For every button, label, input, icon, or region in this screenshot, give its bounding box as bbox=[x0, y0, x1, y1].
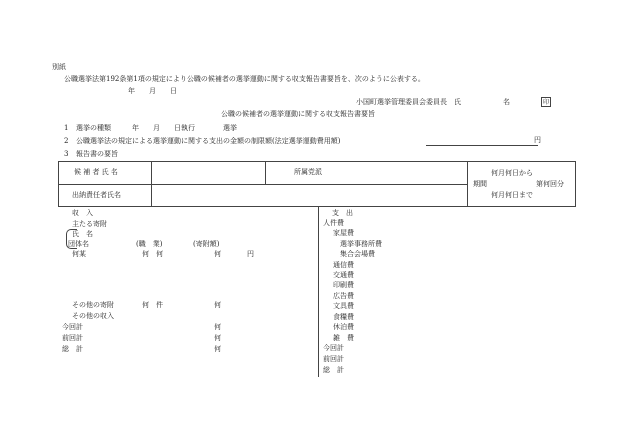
period-to: 何月何日まで bbox=[491, 191, 533, 199]
committee-chair-name: 小国町選挙管理委員会委員長 氏 名 bbox=[356, 98, 510, 106]
other-income-label: その他の収入 bbox=[72, 312, 114, 320]
summary-table-divider bbox=[58, 184, 467, 185]
item-2-number: 2 bbox=[64, 137, 69, 145]
donor-occupation-header: (職 業) bbox=[136, 240, 163, 248]
attachment-label: 別紙 bbox=[52, 63, 66, 71]
income-heading: 収 入 bbox=[72, 209, 93, 217]
expense-campaign-office: 選挙事務所費 bbox=[340, 240, 382, 248]
donation-amount-value: 何 bbox=[214, 250, 221, 258]
period-divider bbox=[467, 161, 468, 207]
expense-lodging: 休泊費 bbox=[333, 323, 354, 331]
income-expense-separator bbox=[318, 207, 319, 377]
period-count: 第何回分 bbox=[536, 180, 564, 188]
income-grand-total-label: 総 計 bbox=[62, 345, 83, 353]
expense-misc: 雑 費 bbox=[333, 334, 354, 342]
main-donations-label: 主たる寄附 bbox=[72, 220, 107, 228]
income-this-total-amount: 何 bbox=[214, 323, 221, 331]
item-2-amount-underline bbox=[426, 145, 538, 146]
donation-amount-header: (寄附額) bbox=[193, 240, 220, 248]
expense-food: 食糧費 bbox=[333, 313, 354, 321]
income-prev-total-amount: 何 bbox=[214, 334, 221, 342]
seal-mark: 印 bbox=[542, 99, 549, 106]
expense-advertising: 広告費 bbox=[333, 292, 354, 300]
expense-heading: 支 出 bbox=[332, 209, 353, 217]
period-label: 期間 bbox=[473, 180, 487, 188]
expense-house: 家屋費 bbox=[333, 229, 354, 237]
expense-stationery: 文具費 bbox=[333, 302, 354, 310]
intro-text: 公職選挙法第192条第1項の規定により公職の候補者の選挙運動に関する収支報告書要旨を、次のように公表する。 bbox=[64, 75, 425, 83]
document-title: 公職の候補者の選挙運動に関する収支報告書要旨 bbox=[221, 110, 375, 118]
income-prev-total-label: 前回計 bbox=[62, 334, 83, 342]
expense-printing: 印刷費 bbox=[333, 281, 354, 289]
item-3-number: 3 bbox=[64, 150, 69, 158]
item-1-election-type: 選挙の種類 年 月 日執行 選挙 bbox=[76, 124, 237, 132]
item-2-yen-unit: 円 bbox=[534, 136, 541, 144]
expense-labor: 人件費 bbox=[323, 219, 344, 227]
item-2-legal-limit: 公職選挙法の規定による選挙運動に関する支出の金額の制限額(法定選挙運動費用額) bbox=[76, 137, 341, 145]
income-grand-total-amount: 何 bbox=[214, 345, 221, 353]
period-from: 何月何日から bbox=[491, 169, 533, 177]
candidate-label-divider bbox=[151, 161, 152, 207]
expense-this-total: 今回計 bbox=[323, 344, 344, 352]
donor-group-label: 団体名 bbox=[68, 240, 89, 248]
candidate-name-divider bbox=[265, 161, 266, 184]
other-donations-label: その他の寄附 bbox=[72, 301, 114, 309]
party-affiliation-label: 所属党派 bbox=[294, 168, 322, 176]
treasurer-name-label: 出納責任者氏名 bbox=[72, 191, 121, 199]
income-this-total-label: 今回計 bbox=[62, 323, 83, 331]
expense-meeting-venue: 集合会場費 bbox=[340, 250, 375, 258]
expense-communication: 通信費 bbox=[333, 261, 354, 269]
item-3-summary: 報告書の要旨 bbox=[76, 150, 118, 158]
item-1-number: 1 bbox=[64, 124, 69, 132]
candidate-name-label: 候 補 者 氏 名 bbox=[74, 168, 118, 176]
announcement-date: 年 月 日 bbox=[128, 87, 177, 95]
donor-name-label: 氏 名 bbox=[72, 230, 93, 238]
expense-grand-total: 総 計 bbox=[323, 366, 344, 374]
expense-prev-total: 前回計 bbox=[323, 355, 344, 363]
donation-yen-unit: 円 bbox=[247, 250, 254, 258]
other-donations-count: 何 件 bbox=[142, 301, 163, 309]
expense-transport: 交通費 bbox=[333, 271, 354, 279]
donor-name-value: 何某 bbox=[72, 250, 86, 258]
donor-occupation-value: 何 何 bbox=[142, 250, 163, 258]
other-donations-amount: 何 bbox=[214, 301, 221, 309]
